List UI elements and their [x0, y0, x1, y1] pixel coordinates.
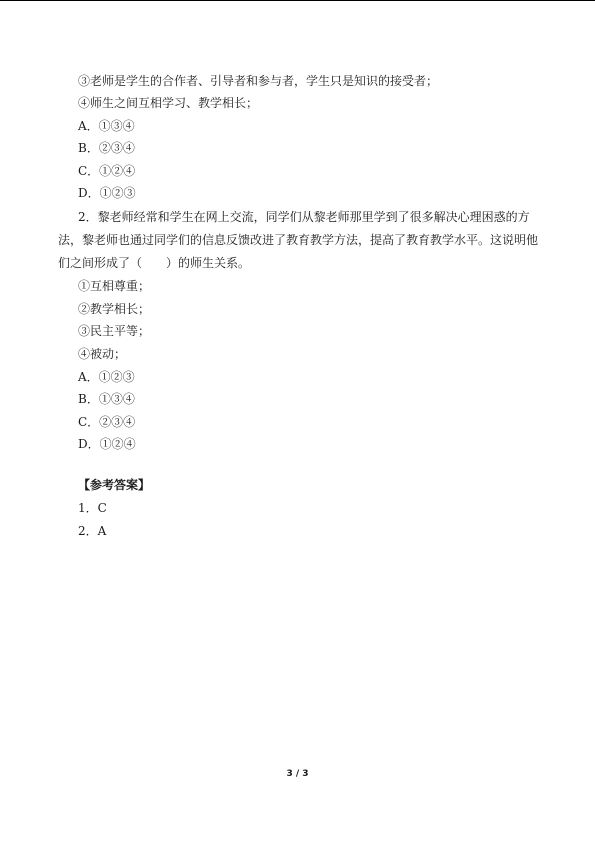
- q2-stem-line-3: 们之间形成了（ ）的师生关系。: [58, 256, 251, 270]
- q1-statement-4: ④师生之间互相学习、教学相长；: [78, 96, 259, 110]
- answer-key-heading: 【参考答案】: [78, 478, 151, 492]
- q2-option-b: B．①③④: [78, 392, 135, 406]
- q2-statement-1: ①互相尊重；: [78, 279, 151, 293]
- q2-stem-line-1: 2．黎老师经常和学生在网上交流，同学们从黎老师那里学到了很多解决心理困惑的方: [78, 210, 530, 224]
- q1-option-b: B．②③④: [78, 141, 135, 155]
- answer-1: 1．C: [78, 501, 107, 515]
- q2-stem-line-2: 法，黎老师也通过同学们的信息反馈改进了教育教学方法，提高了教育教学水平。这说明他: [58, 233, 539, 247]
- q1-option-d: D．①②③: [78, 186, 136, 200]
- q2-option-c: C．②③④: [78, 415, 136, 429]
- q2-statement-2: ②教学相长；: [78, 302, 151, 316]
- q2-statement-4: ④被动；: [78, 347, 127, 361]
- header-rule: [0, 0, 595, 1]
- q2-option-a: A．①②③: [78, 370, 135, 384]
- q1-option-a: A．①③④: [78, 119, 135, 133]
- q2-option-d: D．①②④: [78, 437, 136, 451]
- page-number: 3 / 3: [286, 769, 309, 779]
- q1-option-c: C．①②④: [78, 164, 136, 178]
- q2-statement-3: ③民主平等；: [78, 324, 151, 338]
- answer-2: 2．A: [78, 524, 107, 538]
- q1-statement-3: ③老师是学生的合作者、引导者和参与者，学生只是知识的接受者；: [78, 74, 439, 88]
